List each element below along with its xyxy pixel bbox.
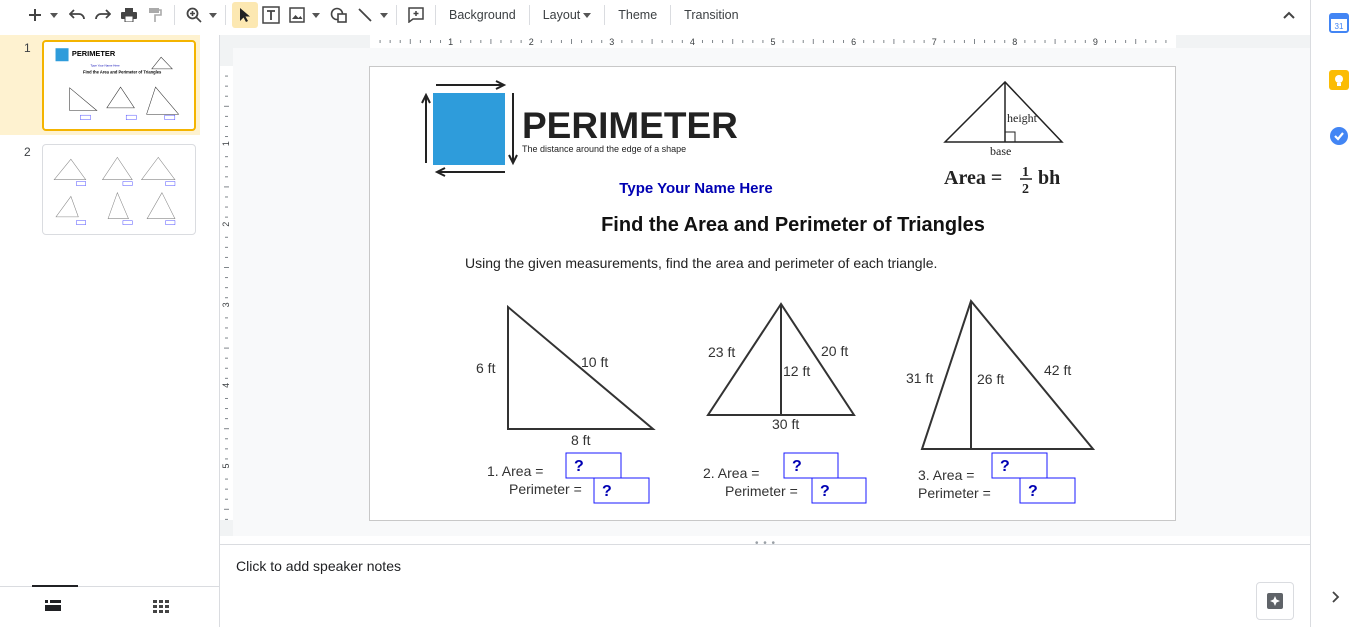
triangle-2-height: 12 ft xyxy=(783,363,811,379)
grid-view-button[interactable] xyxy=(153,599,173,615)
line-button[interactable] xyxy=(352,2,378,28)
speaker-notes-field[interactable]: Click to add speaker notes xyxy=(236,558,401,574)
paint-format-button[interactable] xyxy=(142,2,168,28)
speaker-notes-panel xyxy=(220,538,1310,627)
arrow-top xyxy=(436,81,504,89)
triangle-3-side-b: 42 ft xyxy=(1044,362,1072,378)
ruler-label: 6 xyxy=(851,37,857,47)
triangle-3-height: 26 ft xyxy=(977,371,1005,387)
ruler-label: 5 xyxy=(770,37,776,47)
slide-1-preview xyxy=(44,42,194,129)
perimeter-definition: The distance around the edge of a shape xyxy=(522,144,687,154)
triangle-1-perimeter-label: Perimeter = xyxy=(509,481,582,497)
text-box-button[interactable] xyxy=(258,2,284,28)
worksheet-instructions: Using the given measurements, find the area and perimeter of each triangle. xyxy=(465,255,938,271)
ruler-label: 7 xyxy=(931,37,937,47)
filmstrip-slide-2[interactable] xyxy=(0,139,200,239)
new-slide-menu-caret[interactable] xyxy=(48,2,60,28)
svg-text:PERIMETER: PERIMETER xyxy=(71,49,116,59)
tasks-icon xyxy=(1329,126,1349,146)
zoom-icon xyxy=(186,7,202,23)
slide-2-preview xyxy=(43,145,193,232)
toolbar-divider xyxy=(435,5,436,25)
ruler-label: 8 xyxy=(1012,37,1018,47)
paint-format-icon xyxy=(148,7,162,23)
zoom-button[interactable] xyxy=(181,2,207,28)
redo-button[interactable] xyxy=(90,2,116,28)
ruler-label: 4 xyxy=(221,382,231,388)
triangle-1-side-b: 10 ft xyxy=(581,354,609,370)
formula-triangle xyxy=(945,82,1062,142)
calendar-icon xyxy=(1329,13,1349,33)
horizontal-ruler[interactable] xyxy=(220,35,1310,48)
toolbar-divider xyxy=(174,5,175,25)
filmstrip xyxy=(0,35,220,627)
ruler-label: 5 xyxy=(221,463,231,469)
resize-handle[interactable]: • • • xyxy=(755,538,777,549)
redo-icon xyxy=(95,9,111,21)
triangle-1-base: 8 ft xyxy=(571,432,591,448)
right-angle-mark xyxy=(1005,132,1015,142)
explore-icon xyxy=(1266,592,1284,610)
shape-icon xyxy=(330,7,348,23)
hide-menus-button[interactable] xyxy=(1282,4,1296,31)
svg-text:Type Your Name Here: Type Your Name Here xyxy=(90,63,120,68)
triangle-3 xyxy=(906,301,1093,503)
triangle-1 xyxy=(476,307,653,503)
explore-button[interactable] xyxy=(1256,582,1294,620)
base-label: base xyxy=(990,144,1012,158)
formula-suffix: bh xyxy=(1038,167,1061,189)
triangle-1-perimeter-answer: ? xyxy=(602,483,612,500)
calendar-app-button[interactable] xyxy=(1329,13,1349,33)
caret-down-icon xyxy=(209,13,217,18)
select-tool-button[interactable] xyxy=(232,2,258,28)
side-panel xyxy=(1310,0,1366,627)
toolbar-divider xyxy=(529,5,530,25)
line-icon xyxy=(357,7,373,23)
ruler-label: 9 xyxy=(1092,37,1098,47)
triangle-3-area-answer: ? xyxy=(1000,458,1010,475)
formula-diagram xyxy=(945,82,1062,142)
insert-image-caret[interactable] xyxy=(310,2,322,28)
triangle-3-area-label: 3. Area = xyxy=(918,467,975,483)
filmstrip-view-button[interactable] xyxy=(45,599,65,615)
add-comment-icon xyxy=(408,7,424,23)
theme-button[interactable]: Theme xyxy=(618,8,658,22)
toolbar-divider xyxy=(670,5,671,25)
background-button[interactable]: Background xyxy=(449,8,516,22)
formula-prefix: Area = xyxy=(944,167,1003,189)
height-label: height xyxy=(1007,111,1037,125)
formula-numerator: 1 xyxy=(1022,165,1029,180)
ruler-label: 4 xyxy=(689,37,695,47)
ruler-label: 2 xyxy=(221,221,231,227)
triangle-1-area-label: 1. Area = xyxy=(487,463,544,479)
triangle-2-base: 30 ft xyxy=(772,416,800,432)
arrow-left xyxy=(422,95,430,163)
undo-button[interactable] xyxy=(64,2,90,28)
triangle-1-side-a: 6 ft xyxy=(476,360,496,376)
blue-square xyxy=(433,93,505,165)
triangle-2-area-label: 2. Area = xyxy=(703,465,760,481)
triangle-3-perimeter-answer: ? xyxy=(1028,483,1038,500)
triangle-1-area-answer: ? xyxy=(574,458,584,475)
slide-number: 1 xyxy=(24,41,31,55)
layout-button[interactable] xyxy=(536,2,599,28)
svg-text:Find the Area and Perimeter of: Find the Area and Perimeter of Triangles xyxy=(83,69,162,75)
list-view-icon xyxy=(45,599,61,613)
arrow-bottom xyxy=(437,168,505,176)
triangle-3-perimeter-label: Perimeter = xyxy=(918,485,991,501)
insert-image-button[interactable] xyxy=(284,2,310,28)
perimeter-graphic xyxy=(422,81,517,176)
ruler-label: 1 xyxy=(448,37,454,47)
triangle-2-area-answer: ? xyxy=(792,458,802,475)
zoom-menu-caret[interactable] xyxy=(207,2,219,28)
toolbar-divider xyxy=(225,5,226,25)
triangle-2-side-b: 20 ft xyxy=(821,343,849,359)
chevron-up-icon xyxy=(1282,4,1296,26)
student-name-field[interactable]: Type Your Name Here xyxy=(619,180,773,197)
chevron-right-icon xyxy=(1330,590,1340,604)
triangle-3-side-a: 31 ft xyxy=(906,370,934,386)
tasks-app-button[interactable] xyxy=(1329,126,1349,146)
triangle-2-perimeter-label: Perimeter = xyxy=(725,483,798,499)
layout-label: Layout xyxy=(542,8,581,22)
slide-editor[interactable] xyxy=(369,66,1176,521)
slide-thumbnail[interactable] xyxy=(42,40,196,131)
caret-down-icon xyxy=(583,13,591,18)
plus-icon xyxy=(28,8,42,22)
ruler-ticks xyxy=(220,35,1310,48)
show-side-panel-button[interactable] xyxy=(1330,590,1340,609)
keep-app-button[interactable] xyxy=(1329,70,1349,90)
triangle-2 xyxy=(703,304,866,503)
ruler-label: 2 xyxy=(528,37,534,47)
keep-icon xyxy=(1329,70,1349,90)
line-menu-caret[interactable] xyxy=(378,2,390,28)
slide-number: 2 xyxy=(24,145,31,159)
slide-content xyxy=(370,67,1176,521)
slide-thumbnail[interactable] xyxy=(42,144,196,235)
undo-icon xyxy=(69,9,85,21)
caret-down-icon xyxy=(312,13,320,18)
vertical-ruler[interactable] xyxy=(220,48,233,536)
caret-down-icon xyxy=(50,13,58,18)
print-icon xyxy=(121,8,137,22)
active-view-indicator xyxy=(32,585,78,587)
triangle-2-perimeter-answer: ? xyxy=(820,483,830,500)
grid-view-icon xyxy=(153,599,169,613)
new-slide-button[interactable] xyxy=(22,2,48,28)
caret-down-icon xyxy=(380,13,388,18)
worksheet-title: Find the Area and Perimeter of Triangles xyxy=(601,214,985,236)
image-icon xyxy=(289,7,305,23)
view-toggle xyxy=(0,586,220,626)
svg-text:31: 31 xyxy=(1334,22,1344,31)
add-comment-button[interactable] xyxy=(403,2,429,28)
formula-denominator: 2 xyxy=(1022,182,1029,197)
ruler-label: 3 xyxy=(221,302,231,308)
arrow-right xyxy=(509,93,517,163)
ruler-label: 1 xyxy=(221,141,231,147)
print-button[interactable] xyxy=(116,2,142,28)
toolbar-divider xyxy=(604,5,605,25)
triangle-2-side-a: 23 ft xyxy=(708,344,736,360)
ruler-label: 3 xyxy=(609,37,615,47)
filmstrip-slide-1[interactable] xyxy=(0,35,200,135)
toolbar-divider xyxy=(396,5,397,25)
text-box-icon xyxy=(262,6,280,24)
perimeter-heading: PERIMETER xyxy=(522,105,738,146)
ruler-ticks xyxy=(220,48,233,536)
transition-button[interactable]: Transition xyxy=(684,8,739,22)
toolbar xyxy=(0,0,1310,30)
shape-button[interactable] xyxy=(326,2,352,28)
cursor-arrow-icon xyxy=(239,7,251,23)
